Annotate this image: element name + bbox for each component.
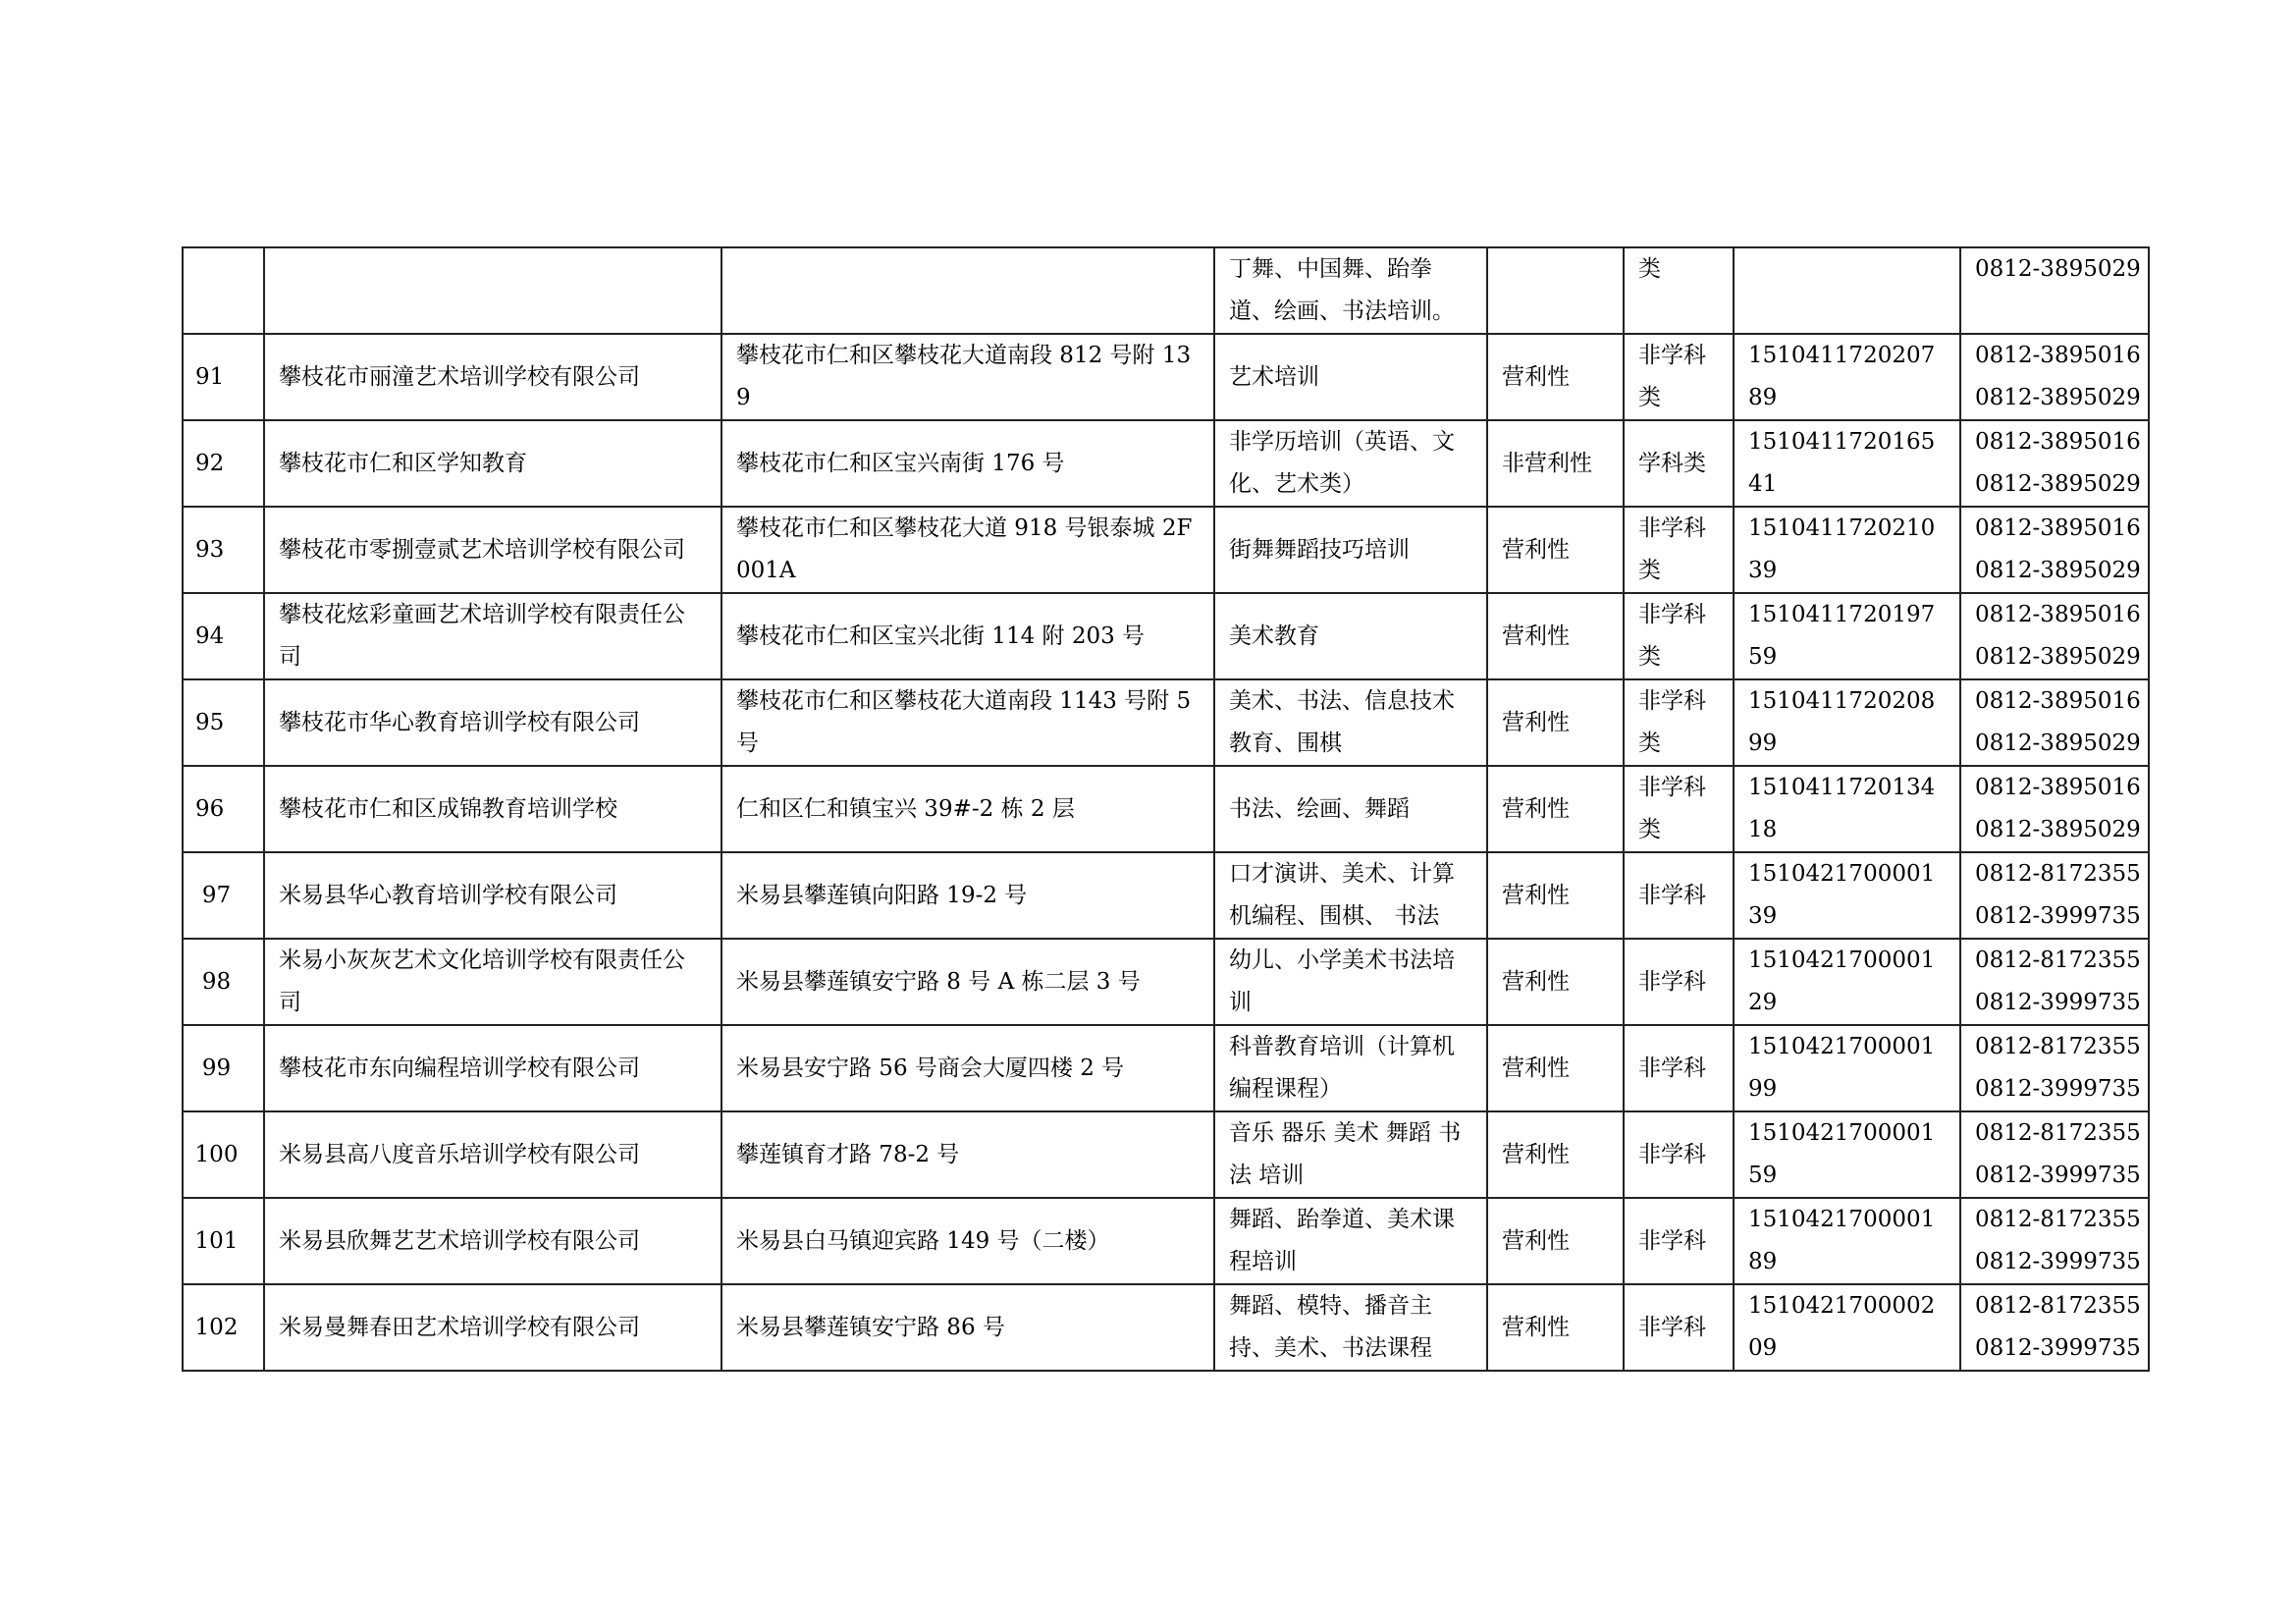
row-number-cell: 95 bbox=[183, 679, 264, 766]
phone-cell bbox=[1960, 852, 2149, 939]
table-row bbox=[183, 1198, 2149, 1284]
category-cell: 非学科类 bbox=[1624, 679, 1734, 766]
phone-line-2: 0812-3895029 bbox=[1975, 558, 2141, 583]
phone-line-1: 0812-8172355 bbox=[1975, 1120, 2141, 1146]
category-cell: 非学科类 bbox=[1624, 593, 1734, 679]
license-code-cell: 151041172019759 bbox=[1734, 593, 1960, 679]
nature-cell: 非营利性 bbox=[1487, 420, 1624, 507]
license-code-cell: 151041172021039 bbox=[1734, 507, 1960, 593]
table-row bbox=[183, 939, 2149, 1025]
phone-line-1: 0812-3895016 bbox=[1975, 688, 2141, 714]
table-row bbox=[183, 593, 2149, 679]
category-cell: 非学科 bbox=[1624, 1284, 1734, 1371]
category-cell: 类 bbox=[1624, 247, 1734, 334]
license-code-cell: 151042170000159 bbox=[1734, 1111, 1960, 1198]
phone-cell bbox=[1960, 766, 2149, 852]
address-cell: 攀枝花市仁和区宝兴北街 114 附 203 号 bbox=[721, 593, 1214, 679]
phone-cell bbox=[1960, 247, 2149, 334]
row-number-cell: 91 bbox=[183, 334, 264, 420]
category-cell: 非学科 bbox=[1624, 1111, 1734, 1198]
phone-cell bbox=[1960, 334, 2149, 420]
nature-cell: 营利性 bbox=[1487, 1198, 1624, 1284]
license-code-cell: 151041172020789 bbox=[1734, 334, 1960, 420]
phone-cell bbox=[1960, 420, 2149, 507]
phone-line-1: 0812-8172355 bbox=[1975, 1207, 2141, 1232]
address-cell: 攀枝花市仁和区攀枝花大道 918 号银泰城 2F001A bbox=[721, 507, 1214, 593]
phone-line-2: 0812-3999735 bbox=[1975, 1076, 2141, 1102]
license-code-cell: 151041172013418 bbox=[1734, 766, 1960, 852]
category-cell: 非学科类 bbox=[1624, 766, 1734, 852]
phone-line-1: 0812-3895016 bbox=[1975, 515, 2141, 541]
phone-cell bbox=[1960, 507, 2149, 593]
phone-line-1: 0812-3895016 bbox=[1975, 429, 2141, 455]
nature-cell bbox=[1487, 247, 1624, 334]
phone-line-1: 0812-3895029 bbox=[1975, 256, 2141, 282]
table-body bbox=[183, 247, 2149, 1371]
phone-line-2: 0812-3895029 bbox=[1975, 385, 2141, 410]
phone-line-1: 0812-8172355 bbox=[1975, 1293, 2141, 1319]
school-name-cell: 米易县高八度音乐培训学校有限公司 bbox=[264, 1111, 721, 1198]
institution-table bbox=[182, 246, 2150, 1372]
category-cell: 非学科 bbox=[1624, 939, 1734, 1025]
row-number-cell: 96 bbox=[183, 766, 264, 852]
row-number-cell: 92 bbox=[183, 420, 264, 507]
category-cell: 学科类 bbox=[1624, 420, 1734, 507]
license-code-cell: 151042170000139 bbox=[1734, 852, 1960, 939]
phone-line-1: 0812-3895016 bbox=[1975, 343, 2141, 368]
school-name-cell: 攀枝花市东向编程培训学校有限公司 bbox=[264, 1025, 721, 1111]
training-scope-cell: 艺术培训 bbox=[1214, 334, 1487, 420]
table-row bbox=[183, 679, 2149, 766]
row-number-cell bbox=[183, 247, 264, 334]
license-code-cell: 151041172016541 bbox=[1734, 420, 1960, 507]
training-scope-cell: 非学历培训（英语、文化、艺术类） bbox=[1214, 420, 1487, 507]
nature-cell: 营利性 bbox=[1487, 593, 1624, 679]
nature-cell: 营利性 bbox=[1487, 939, 1624, 1025]
nature-cell: 营利性 bbox=[1487, 1284, 1624, 1371]
row-number-cell: 93 bbox=[183, 507, 264, 593]
license-code-cell bbox=[1734, 247, 1960, 334]
training-scope-cell: 口才演讲、美术、计算机编程、围棋、 书法 bbox=[1214, 852, 1487, 939]
address-cell: 米易县攀莲镇安宁路 86 号 bbox=[721, 1284, 1214, 1371]
phone-cell bbox=[1960, 1111, 2149, 1198]
table-row bbox=[183, 507, 2149, 593]
category-cell: 非学科 bbox=[1624, 852, 1734, 939]
nature-cell: 营利性 bbox=[1487, 507, 1624, 593]
training-scope-cell: 街舞舞蹈技巧培训 bbox=[1214, 507, 1487, 593]
training-scope-cell: 舞蹈、模特、播音主持、美术、书法课程 bbox=[1214, 1284, 1487, 1371]
category-cell: 非学科 bbox=[1624, 1198, 1734, 1284]
school-name-cell bbox=[264, 247, 721, 334]
phone-line-2: 0812-3999735 bbox=[1975, 990, 2141, 1015]
row-number-cell: 94 bbox=[183, 593, 264, 679]
address-cell: 攀枝花市仁和区攀枝花大道南段 812 号附 139 bbox=[721, 334, 1214, 420]
address-cell: 米易县攀莲镇向阳路 19-2 号 bbox=[721, 852, 1214, 939]
phone-line-2: 0812-3999735 bbox=[1975, 1335, 2141, 1361]
table-row bbox=[183, 334, 2149, 420]
table-row bbox=[183, 420, 2149, 507]
training-scope-cell: 美术教育 bbox=[1214, 593, 1487, 679]
phone-cell bbox=[1960, 679, 2149, 766]
nature-cell: 营利性 bbox=[1487, 766, 1624, 852]
phone-line-1: 0812-3895016 bbox=[1975, 775, 2141, 800]
phone-line-2: 0812-3895029 bbox=[1975, 817, 2141, 842]
school-name-cell: 米易县欣舞艺艺术培训学校有限公司 bbox=[264, 1198, 721, 1284]
category-cell: 非学科 bbox=[1624, 1025, 1734, 1111]
school-name-cell: 攀枝花市华心教育培训学校有限公司 bbox=[264, 679, 721, 766]
phone-line-1: 0812-3895016 bbox=[1975, 602, 2141, 627]
row-number-cell: 100 bbox=[183, 1111, 264, 1198]
nature-cell: 营利性 bbox=[1487, 1111, 1624, 1198]
school-name-cell: 攀枝花炫彩童画艺术培训学校有限责任公司 bbox=[264, 593, 721, 679]
training-scope-cell: 丁舞、中国舞、跆拳道、绘画、书法培训。 bbox=[1214, 247, 1487, 334]
training-scope-cell: 音乐 器乐 美术 舞蹈 书法 培训 bbox=[1214, 1111, 1487, 1198]
license-code-cell: 151042170000129 bbox=[1734, 939, 1960, 1025]
row-number-cell: 97 bbox=[183, 852, 264, 939]
nature-cell: 营利性 bbox=[1487, 679, 1624, 766]
phone-line-1: 0812-8172355 bbox=[1975, 947, 2141, 973]
school-name-cell: 攀枝花市仁和区成锦教育培训学校 bbox=[264, 766, 721, 852]
license-code-cell: 151042170000189 bbox=[1734, 1198, 1960, 1284]
address-cell: 攀枝花市仁和区攀枝花大道南段 1143 号附 5 号 bbox=[721, 679, 1214, 766]
phone-cell bbox=[1960, 939, 2149, 1025]
table-row bbox=[183, 1284, 2149, 1371]
address-cell bbox=[721, 247, 1214, 334]
row-number-cell: 98 bbox=[183, 939, 264, 1025]
nature-cell: 营利性 bbox=[1487, 1025, 1624, 1111]
school-name-cell: 攀枝花市仁和区学知教育 bbox=[264, 420, 721, 507]
license-code-cell: 151042170000209 bbox=[1734, 1284, 1960, 1371]
training-scope-cell: 舞蹈、跆拳道、美术课程培训 bbox=[1214, 1198, 1487, 1284]
phone-line-2: 0812-3999735 bbox=[1975, 1249, 2141, 1274]
nature-cell: 营利性 bbox=[1487, 334, 1624, 420]
license-code-cell: 151042170000199 bbox=[1734, 1025, 1960, 1111]
phone-line-2: 0812-3999735 bbox=[1975, 1163, 2141, 1188]
table-row bbox=[183, 1025, 2149, 1111]
address-cell: 米易县安宁路 56 号商会大厦四楼 2 号 bbox=[721, 1025, 1214, 1111]
table-row bbox=[183, 1111, 2149, 1198]
address-cell: 攀枝花市仁和区宝兴南街 176 号 bbox=[721, 420, 1214, 507]
phone-line-1: 0812-8172355 bbox=[1975, 1034, 2141, 1059]
row-number-cell: 101 bbox=[183, 1198, 264, 1284]
category-cell: 非学科类 bbox=[1624, 507, 1734, 593]
phone-line-1: 0812-8172355 bbox=[1975, 861, 2141, 887]
school-name-cell: 米易小灰灰艺术文化培训学校有限责任公司 bbox=[264, 939, 721, 1025]
training-scope-cell: 书法、绘画、舞蹈 bbox=[1214, 766, 1487, 852]
row-number-cell: 99 bbox=[183, 1025, 264, 1111]
nature-cell: 营利性 bbox=[1487, 852, 1624, 939]
address-cell: 攀莲镇育才路 78-2 号 bbox=[721, 1111, 1214, 1198]
row-number-cell: 102 bbox=[183, 1284, 264, 1371]
phone-line-2: 0812-3895029 bbox=[1975, 471, 2141, 497]
license-code-cell: 151041172020899 bbox=[1734, 679, 1960, 766]
table-row bbox=[183, 247, 2149, 334]
phone-cell bbox=[1960, 1198, 2149, 1284]
school-name-cell: 米易县华心教育培训学校有限公司 bbox=[264, 852, 721, 939]
training-scope-cell: 幼儿、小学美术书法培训 bbox=[1214, 939, 1487, 1025]
training-scope-cell: 科普教育培训（计算机编程课程） bbox=[1214, 1025, 1487, 1111]
table-row bbox=[183, 852, 2149, 939]
phone-line-2: 0812-3895029 bbox=[1975, 644, 2141, 670]
address-cell: 仁和区仁和镇宝兴 39#-2 栋 2 层 bbox=[721, 766, 1214, 852]
training-scope-cell: 美术、书法、信息技术教育、围棋 bbox=[1214, 679, 1487, 766]
address-cell: 米易县白马镇迎宾路 149 号（二楼） bbox=[721, 1198, 1214, 1284]
address-cell: 米易县攀莲镇安宁路 8 号 A 栋二层 3 号 bbox=[721, 939, 1214, 1025]
phone-line-2: 0812-3999735 bbox=[1975, 903, 2141, 929]
school-name-cell: 米易曼舞春田艺术培训学校有限公司 bbox=[264, 1284, 721, 1371]
phone-cell bbox=[1960, 593, 2149, 679]
table-row bbox=[183, 766, 2149, 852]
school-name-cell: 攀枝花市丽潼艺术培训学校有限公司 bbox=[264, 334, 721, 420]
school-name-cell: 攀枝花市零捌壹贰艺术培训学校有限公司 bbox=[264, 507, 721, 593]
category-cell: 非学科类 bbox=[1624, 334, 1734, 420]
phone-cell bbox=[1960, 1284, 2149, 1371]
phone-line-2: 0812-3895029 bbox=[1975, 731, 2141, 756]
phone-cell bbox=[1960, 1025, 2149, 1111]
